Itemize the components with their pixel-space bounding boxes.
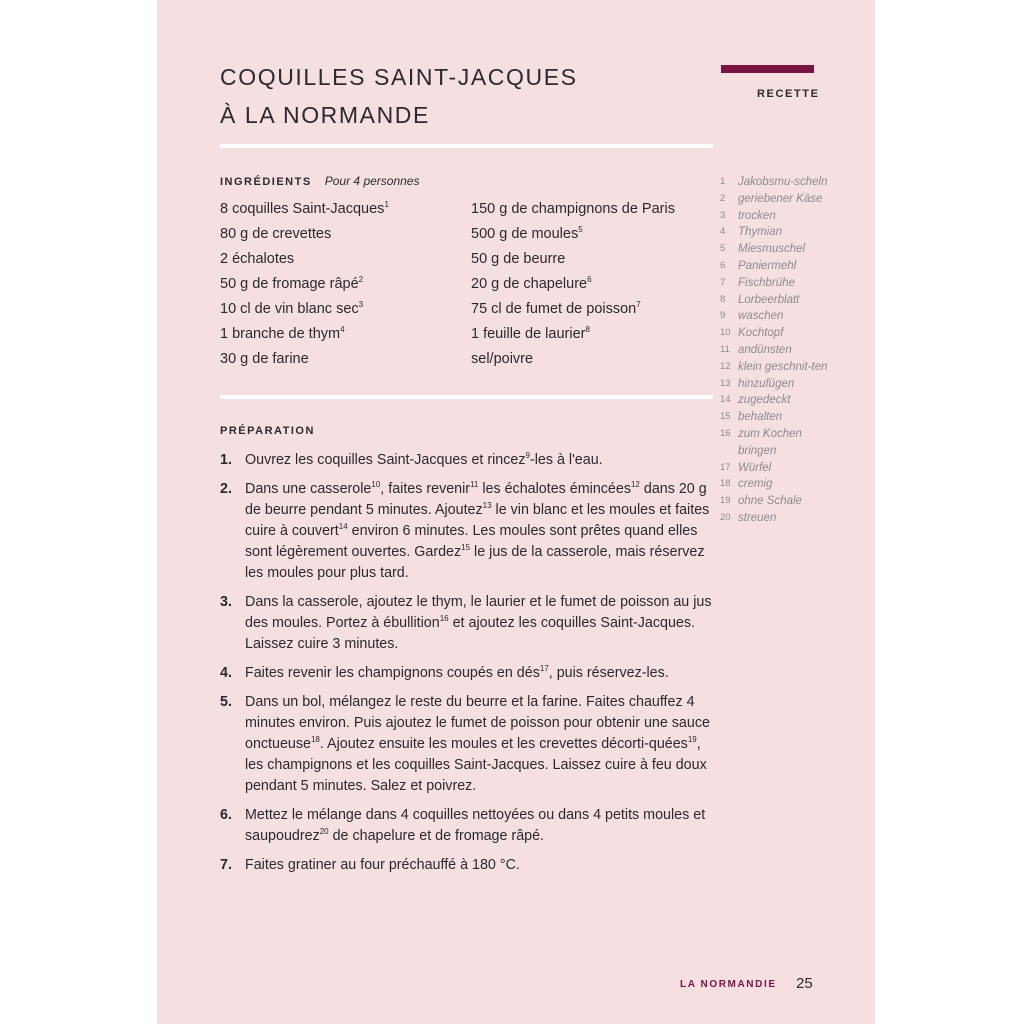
step-text [245,481,709,581]
footnote-ref: 10 [371,480,381,490]
preparation-steps [220,450,720,884]
recipe-title-line-1: COQUILLES SAINT-JACQUES [220,64,578,90]
glossary-number: 11 [720,343,730,355]
step-number: 2. [220,481,232,497]
glossary-item [720,258,838,275]
servings-label: Pour 4 personnes [324,174,420,188]
step-number: 3. [220,594,232,610]
footnote-ref: 19 [687,735,697,745]
footnote-ref: 6 [587,275,592,285]
step-number: 4. [220,665,232,681]
glossary-item [720,241,838,258]
step-text-fragment: , faites revenir [380,481,471,497]
glossary-item [720,426,838,460]
glossary-term: Fischbrühe [738,276,795,289]
step-text-fragment: le jus de la casserole, mais réservez les moules pour plus tard. [245,544,705,581]
ingredient-item [471,224,675,249]
footnote-ref: 14 [338,522,348,532]
footer-section-label: LA NORMANDIE [680,979,777,990]
divider-top [220,144,713,148]
glossary-number: 1 [720,176,726,187]
preparation-step [220,592,720,655]
glossary-term: geriebener Käse [738,192,823,205]
step-text-fragment: . Ajoutez ensuite les moules et les crevettes décorti-quées [319,736,688,752]
step-text-fragment: Ouvrez les coquilles Saint-Jacques et rincez [245,452,526,468]
glossary-number: 2 [720,192,726,204]
footnote-ref: 13 [482,501,492,511]
step-text-fragment: le vin blanc et les moules et faites cuire à couvert [245,502,710,539]
step-text-fragment: Dans la casserole, ajoutez le thym, le laurier et le fumet de poisson au jus des moules. Portez à ébullition [245,594,712,631]
step-text-fragment: dans 20 g de beurre pendant 5 minutes. Ajoutez [245,481,707,518]
step-text-fragment: , puis réservez-les. [548,665,669,681]
ingredient-text: 50 g de fromage râpé [220,276,359,292]
glossary-number: 15 [720,411,731,423]
step-text [245,665,669,681]
glossary-item [720,493,838,510]
ingredient-text: sel/poivre [471,351,534,367]
glossary-item [720,460,838,477]
glossary-number: 3 [720,209,726,221]
glossary-term: trocken [738,209,776,222]
ingredient-item [220,249,389,274]
glossary-number: 7 [720,276,726,288]
ingredient-item [220,324,389,349]
ingredient-item [471,274,675,299]
ingredient-item [220,224,389,249]
glossary-number: 20 [720,511,731,523]
step-text [245,807,705,844]
glossary-item [720,392,838,409]
footnote-ref: 2 [358,275,364,285]
ingredient-item [220,274,389,299]
section-tag: RECETTE [757,88,820,100]
ingredient-text: 50 g de beurre [471,251,566,267]
preparation-step [220,479,720,584]
step-text-fragment: -les à l'eau. [529,452,603,468]
glossary-number: 14 [720,394,731,406]
ingredient-text: 2 échalotes [220,251,295,267]
glossary-term: klein geschnit-ten [738,360,828,373]
step-text [245,857,520,873]
step-number: 6. [220,807,232,823]
footnote-ref: 9 [525,451,530,461]
glossary-item [720,359,838,376]
ingredient-text: 500 g de moules [471,226,579,242]
footnote-ref: 7 [636,300,641,310]
step-text [245,452,603,468]
glossary-item [720,308,838,325]
ingredient-item [220,349,389,374]
glossary-item [720,342,838,359]
ingredient-item [471,199,675,224]
glossary-term: Paniermehl [738,259,797,272]
glossary-list [720,174,838,527]
step-text-fragment: les échalotes émincées [478,481,631,497]
glossary-number: 19 [720,495,731,507]
glossary-number: 13 [720,377,731,389]
footnote-ref: 16 [439,614,449,624]
glossary-item [720,292,838,309]
footnote-ref: 8 [585,325,590,335]
glossary-term: Jakobsmu-scheln [738,176,828,188]
glossary-item [720,191,838,208]
page-number: 25 [796,975,813,992]
glossary-term: Würfel [738,461,772,474]
footnote-ref: 15 [461,543,471,553]
glossary-term: zugedeckt [738,394,791,407]
glossary-number: 16 [720,427,731,439]
ingredient-text: 30 g de farine [220,351,309,367]
ingredient-text: 8 coquilles Saint-Jacques [220,201,385,217]
glossary-term: streuen [738,511,777,524]
glossary-number: 12 [720,360,731,372]
glossary-number: 8 [720,293,726,305]
preparation-label: PRÉPARATION [220,425,315,437]
step-number: 5. [220,694,232,710]
glossary-item [720,208,838,225]
recipe-page [157,0,875,1024]
step-number: 7. [220,857,232,873]
preparation-step [220,450,720,471]
glossary-term: hinzufügen [738,377,795,390]
footnote-ref: 11 [470,480,479,490]
glossary-number: 5 [720,243,726,255]
ingredient-item [471,249,675,274]
step-text-fragment: Dans une casserole [245,481,372,497]
ingredient-text: 1 feuille de laurier [471,326,586,342]
footnote-ref: 20 [319,827,329,837]
glossary-number: 9 [720,310,726,322]
glossary-term: cremig [738,478,773,491]
ingredient-text: 75 cl de fumet de poisson [471,301,637,317]
step-text-fragment: et ajoutez les coquilles Saint-Jacques. Laissez cuire 3 minutes. [245,615,695,652]
glossary-item [720,174,838,191]
glossary-term: Kochtopf [738,327,784,340]
ingredients-list-right [471,199,675,374]
step-text-fragment: , les champignons et les coquilles Saint-Jacques. Laissez cuire à feu doux pendant 5 minutes. Salez et poivrez. [245,736,707,794]
preparation-step [220,663,720,684]
glossary-item [720,224,838,241]
glossary-term: Lorbeerblatt [738,293,800,306]
step-text-fragment: Mettez le mélange dans 4 coquilles nettoyées ou dans 4 petits moules et saupoudrez [245,807,706,844]
glossary-number: 17 [720,461,731,473]
glossary-item [720,510,838,527]
glossary-item [720,275,838,292]
ingredient-text: 20 g de chapelure [471,276,588,292]
preparation-step [220,692,720,797]
glossary-term: behalten [738,411,783,424]
ingredients-list-left [220,199,389,374]
glossary-item [720,476,838,493]
recipe-title [220,58,578,134]
glossary-item [720,376,838,393]
glossary-term: Thymian [738,226,783,239]
ingredient-text: 1 branche de thym [220,326,341,342]
glossary-term: ohne Schale [738,495,802,508]
ingredient-text: 150 g de champignons de Paris [471,201,675,217]
glossary-term: zum Kochen bringen [738,427,802,457]
footnote-ref: 3 [358,300,364,310]
glossary-number: 18 [720,478,731,490]
step-number: 1. [220,452,232,468]
step-text-fragment: Dans un bol, mélangez le reste du beurre et la farine. Faites chauffez 4 minutes environ. Puis ajoutez le fumet de poisson pour obtenir une sauce onctueuse [245,694,710,752]
footnote-ref: 12 [630,480,640,490]
footnote-ref: 1 [384,200,389,210]
glossary-item [720,325,838,342]
glossary-number: 10 [720,327,731,339]
ingredients-heading [220,174,419,188]
step-text [245,694,710,794]
ingredient-item [471,299,675,324]
footnote-ref: 18 [310,735,320,745]
glossary-item [720,409,838,426]
footnote-ref: 17 [539,664,549,674]
ingredient-text: 10 cl de vin blanc sec [220,301,359,317]
accent-bar [721,65,814,73]
glossary-number: 6 [720,259,726,271]
ingredient-item [220,199,389,224]
glossary-term: waschen [738,310,784,323]
ingredient-item [471,324,675,349]
divider-middle [220,395,713,399]
glossary-term: Miesmuschel [738,243,806,256]
preparation-step [220,805,720,847]
ingredient-text: 80 g de crevettes [220,226,332,242]
glossary-term: andünsten [738,343,792,356]
footnote-ref: 4 [340,325,345,335]
ingredient-item [471,349,675,374]
step-text-fragment: de chapelure et de fromage râpé. [328,828,545,844]
ingredient-item [220,299,389,324]
footnote-ref: 5 [578,225,583,235]
recipe-title-line-2: À LA NORMANDE [220,102,430,128]
step-text-fragment: environ 6 minutes. Les moules sont prêtes quand elles sont légèrement ouvertes. Gardez [245,523,698,560]
step-text-fragment: Faites gratiner au four préchauffé à 180 °C. [245,857,520,873]
ingredients-label: INGRÉDIENTS [220,176,312,188]
step-text [245,594,711,652]
step-text-fragment: Faites revenir les champignons coupés en dés [245,665,540,681]
glossary-number: 4 [720,226,726,238]
preparation-step [220,855,720,876]
